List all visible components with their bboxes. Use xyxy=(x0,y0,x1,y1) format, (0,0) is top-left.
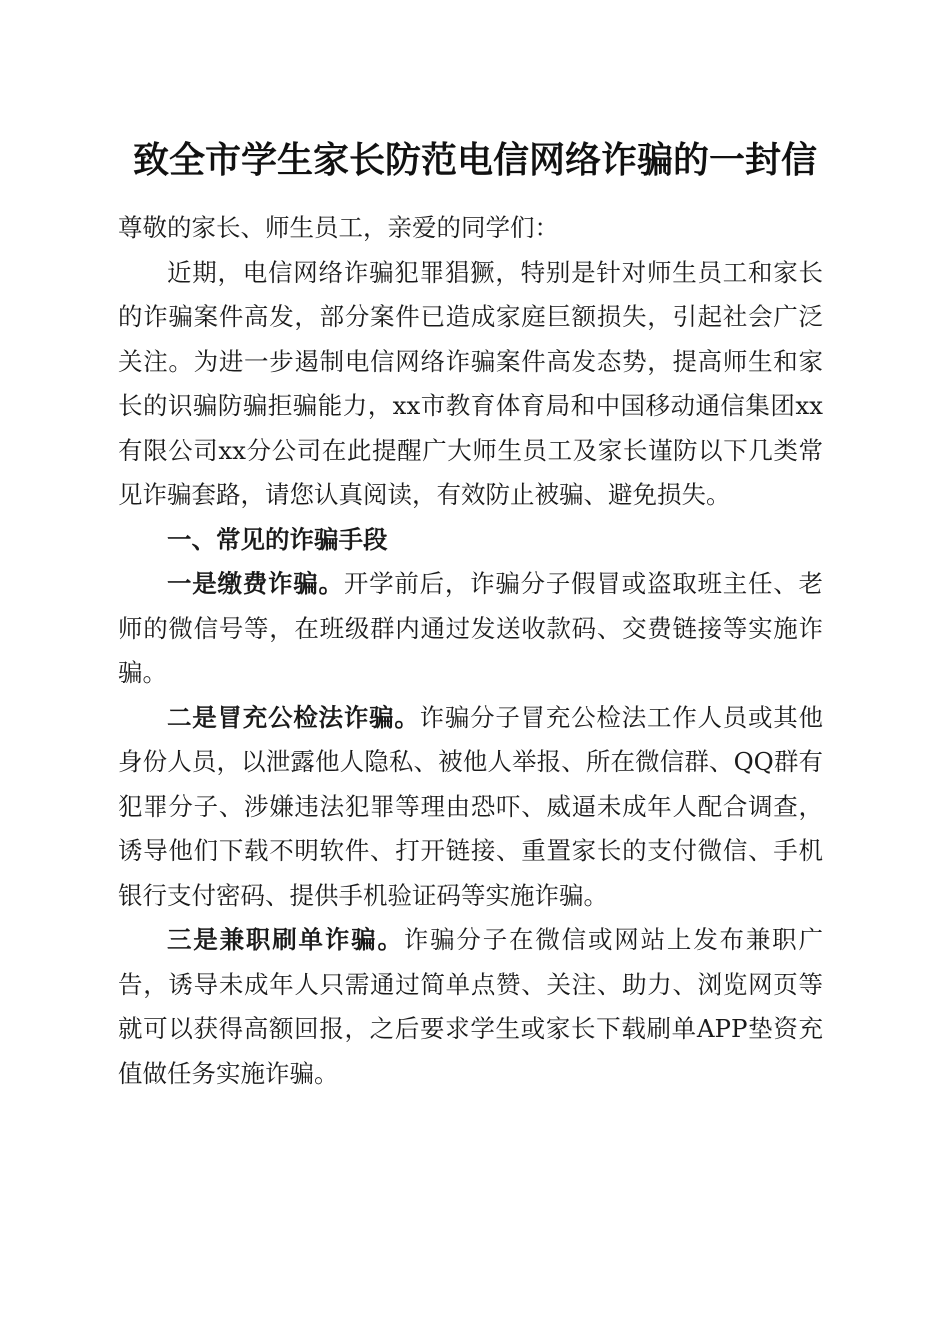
section-heading: 一、常见的诈骗手段 xyxy=(167,524,388,554)
intro-paragraph: 近期，电信网络诈骗犯罪猖獗，特别是针对师生员工和家长的诈骗案件高发，部分案件已造成家庭巨额损失，引起社会广泛关注。为进一步遏制电信网络诈骗案件高发态势，提高师生和家长的识骗防骗拒骗能力，xx市教育体育局和中国移动通信集团xx有限公司xx分公司在此提醒广大师生员工及家长谨防以下几类常见诈骗套路，请您认真阅读，有效防止被骗、避免损失。 xyxy=(118,257,823,509)
fraud-item xyxy=(118,918,823,1096)
fraud-item-text: 诈骗分子在微信或网站上发布兼职广告，诱导未成年人只需通过简单点赞、关注、助力、浏览网页等就可以获得高额回报，之后要求学生或家长下载刷单APP垫资充值做任务实施诈骗。 xyxy=(118,925,823,1088)
salutation: 尊敬的家长、师生员工，亲爱的同学们： xyxy=(118,213,559,242)
fraud-item xyxy=(118,696,823,919)
fraud-item xyxy=(118,562,823,696)
fraud-item-text: 诈骗分子冒充公检法工作人员或其他身份人员，以泄露他人隐私、被他人举报、所在微信群、QQ群有犯罪分子、涉嫌违法犯罪等理由恐吓、威逼未成年人配合调查，诱导他们下载不明软件、打开链接、重置家长的支付微信、手机银行支付密码、提供手机验证码等实施诈骗。 xyxy=(118,702,824,910)
document-body xyxy=(118,206,823,1096)
fraud-item-lead: 一是缴费诈骗。 xyxy=(167,569,344,598)
fraud-item-lead: 二是冒充公检法诈骗。 xyxy=(167,702,420,732)
fraud-item-text: 开学前后，诈骗分子假冒或盗取班主任、老师的微信号等，在班级群内通过发送收款码、交费链接等实施诈骗。 xyxy=(118,569,824,687)
fraud-item-lead: 三是兼职刷单诈骗。 xyxy=(167,925,404,954)
document-title: 致全市学生家长防范电信网络诈骗的一封信 xyxy=(132,139,817,181)
